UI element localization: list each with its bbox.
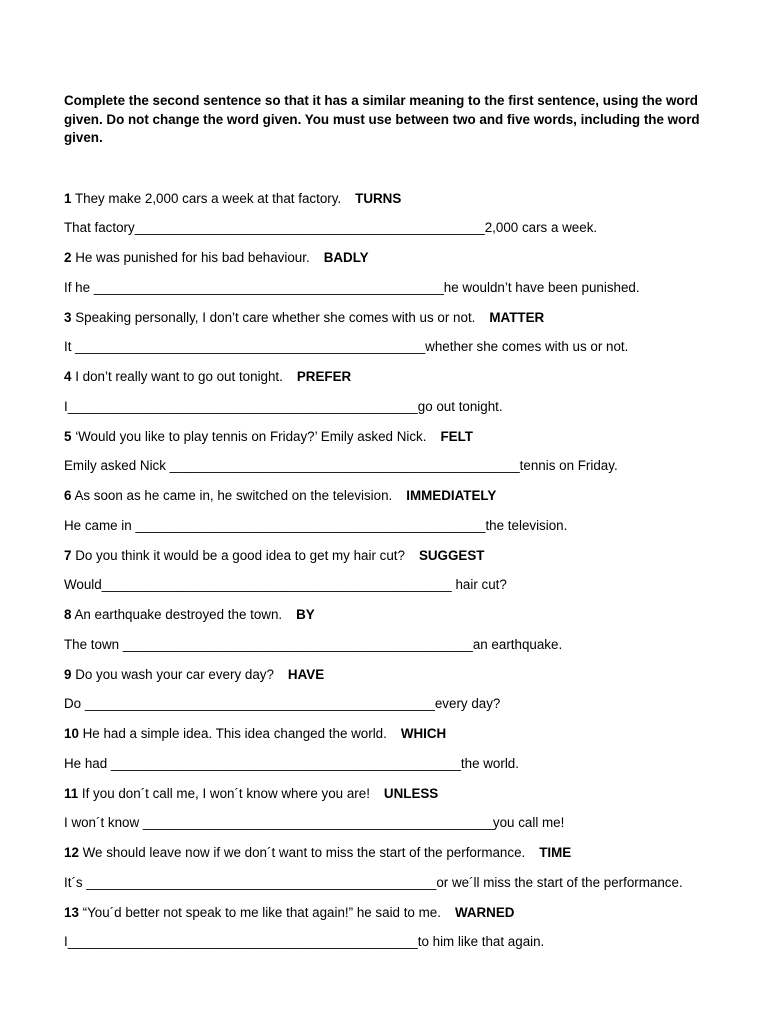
exercise-item <box>64 724 714 773</box>
exercise-sentence: ‘Would you like to play tennis on Friday?’ Emily asked Nick. <box>75 428 427 444</box>
exercise-sentence: If you don´t call me, I won´t know where you are! <box>81 785 370 801</box>
exercise-prompt <box>64 843 714 862</box>
answer-line: Emily asked Nick _______________________________________________tennis on Friday. <box>64 458 618 473</box>
exercise-keyword: MATTER <box>489 309 545 325</box>
exercise-number: 2 <box>64 250 72 265</box>
exercise-sentence: Speaking personally, I don’t care whether she comes with us or not. <box>75 309 476 325</box>
answer-line: I_______________________________________________go out tonight. <box>64 398 503 414</box>
exercise-prompt <box>64 308 714 327</box>
answer-line: It´s _______________________________________________or we´ll miss the start of the performance. <box>64 874 683 890</box>
answer-line: It _______________________________________________whether she comes with us or not. <box>64 339 629 354</box>
exercise-item <box>64 903 714 952</box>
exercise-prompt <box>64 546 714 565</box>
exercise-item <box>64 843 714 892</box>
answer-line: He had _______________________________________________the world. <box>64 755 519 771</box>
exercise-item <box>64 784 714 833</box>
exercise-prompt <box>64 248 714 267</box>
exercise-list <box>64 189 714 952</box>
exercise-prompt <box>64 665 714 684</box>
exercise-sentence: They make 2,000 cars a week at that factory. <box>74 190 342 206</box>
exercise-item <box>64 189 714 238</box>
answer-line: Would_______________________________________________ hair cut? <box>64 577 507 592</box>
exercise-sentence: As soon as he came in, he switched on the television. <box>74 488 393 503</box>
exercise-number: 7 <box>64 547 72 563</box>
exercise-number: 5 <box>64 428 72 444</box>
exercise-keyword: TIME <box>539 845 572 860</box>
exercise-sentence: “You´d better not speak to me like that again!” he said to me. <box>82 904 441 920</box>
exercise-keyword: BADLY <box>323 250 369 265</box>
exercise-prompt <box>64 903 714 922</box>
exercise-sentence: We should leave now if we don´t want to miss the start of the performance. <box>82 845 526 860</box>
exercise-prompt <box>64 784 714 803</box>
exercise-item <box>64 486 714 535</box>
exercise-sentence: Do you think it would be a good idea to get my hair cut? <box>75 547 405 563</box>
exercise-sentence: He had a simple idea. This idea changed the world. <box>82 726 387 741</box>
exercise-sentence: Do you wash your car every day? <box>75 666 274 682</box>
exercise-number: 9 <box>64 666 72 682</box>
answer-line: That factory_______________________________________________2,000 cars a week. <box>64 220 598 235</box>
answer-line: Do _______________________________________________every day? <box>64 696 501 711</box>
exercise-keyword: HAVE <box>287 666 325 682</box>
exercise-item <box>64 546 714 595</box>
exercise-prompt <box>64 189 714 208</box>
exercise-number: 3 <box>64 309 72 325</box>
exercise-number: 8 <box>64 607 72 622</box>
exercise-item <box>64 308 714 357</box>
exercise-keyword: WARNED <box>454 904 515 920</box>
exercise-number: 13 <box>64 904 79 920</box>
answer-line: The town _______________________________________________an earthquake. <box>64 636 563 652</box>
exercise-number: 4 <box>64 369 72 384</box>
answer-line: I_______________________________________________to him like that again. <box>64 934 545 949</box>
exercise-keyword: WHICH <box>400 726 447 741</box>
exercise-item <box>64 665 714 714</box>
exercise-keyword: TURNS <box>355 190 402 206</box>
exercise-prompt <box>64 427 714 446</box>
exercise-number: 12 <box>64 845 79 860</box>
exercise-sentence: An earthquake destroyed the town. <box>74 607 283 622</box>
exercise-item <box>64 248 714 297</box>
exercise-keyword: IMMEDIATELY <box>406 488 497 503</box>
exercise-number: 10 <box>64 726 79 741</box>
exercise-number: 6 <box>64 488 72 503</box>
exercise-prompt <box>64 486 714 505</box>
exercise-number: 1 <box>64 190 72 206</box>
instructions-text: Complete the second sentence so that it has a similar meaning to the first sentence, using the word given. Do not change the word given. You must use between two and five words, including the word given. <box>64 93 700 145</box>
worksheet <box>64 92 714 962</box>
exercise-prompt <box>64 367 714 386</box>
exercise-sentence: I don’t really want to go out tonight. <box>75 369 283 384</box>
exercise-keyword: UNLESS <box>383 785 439 801</box>
exercise-prompt <box>64 605 714 624</box>
exercise-prompt <box>64 724 714 743</box>
exercise-keyword: FELT <box>440 428 473 444</box>
exercise-item <box>64 427 714 476</box>
exercise-item <box>64 367 714 416</box>
answer-line: If he _______________________________________________he wouldn’t have been punished. <box>64 279 640 295</box>
exercise-keyword: SUGGEST <box>418 547 485 563</box>
exercise-keyword: BY <box>296 607 315 622</box>
answer-line: He came in _______________________________________________the television. <box>64 517 568 533</box>
exercise-number: 11 <box>64 785 79 801</box>
exercise-keyword: PREFER <box>296 369 352 384</box>
answer-line: I won´t know _______________________________________________you call me! <box>64 815 565 830</box>
exercise-item <box>64 605 714 654</box>
exercise-sentence: He was punished for his bad behaviour. <box>75 250 310 265</box>
